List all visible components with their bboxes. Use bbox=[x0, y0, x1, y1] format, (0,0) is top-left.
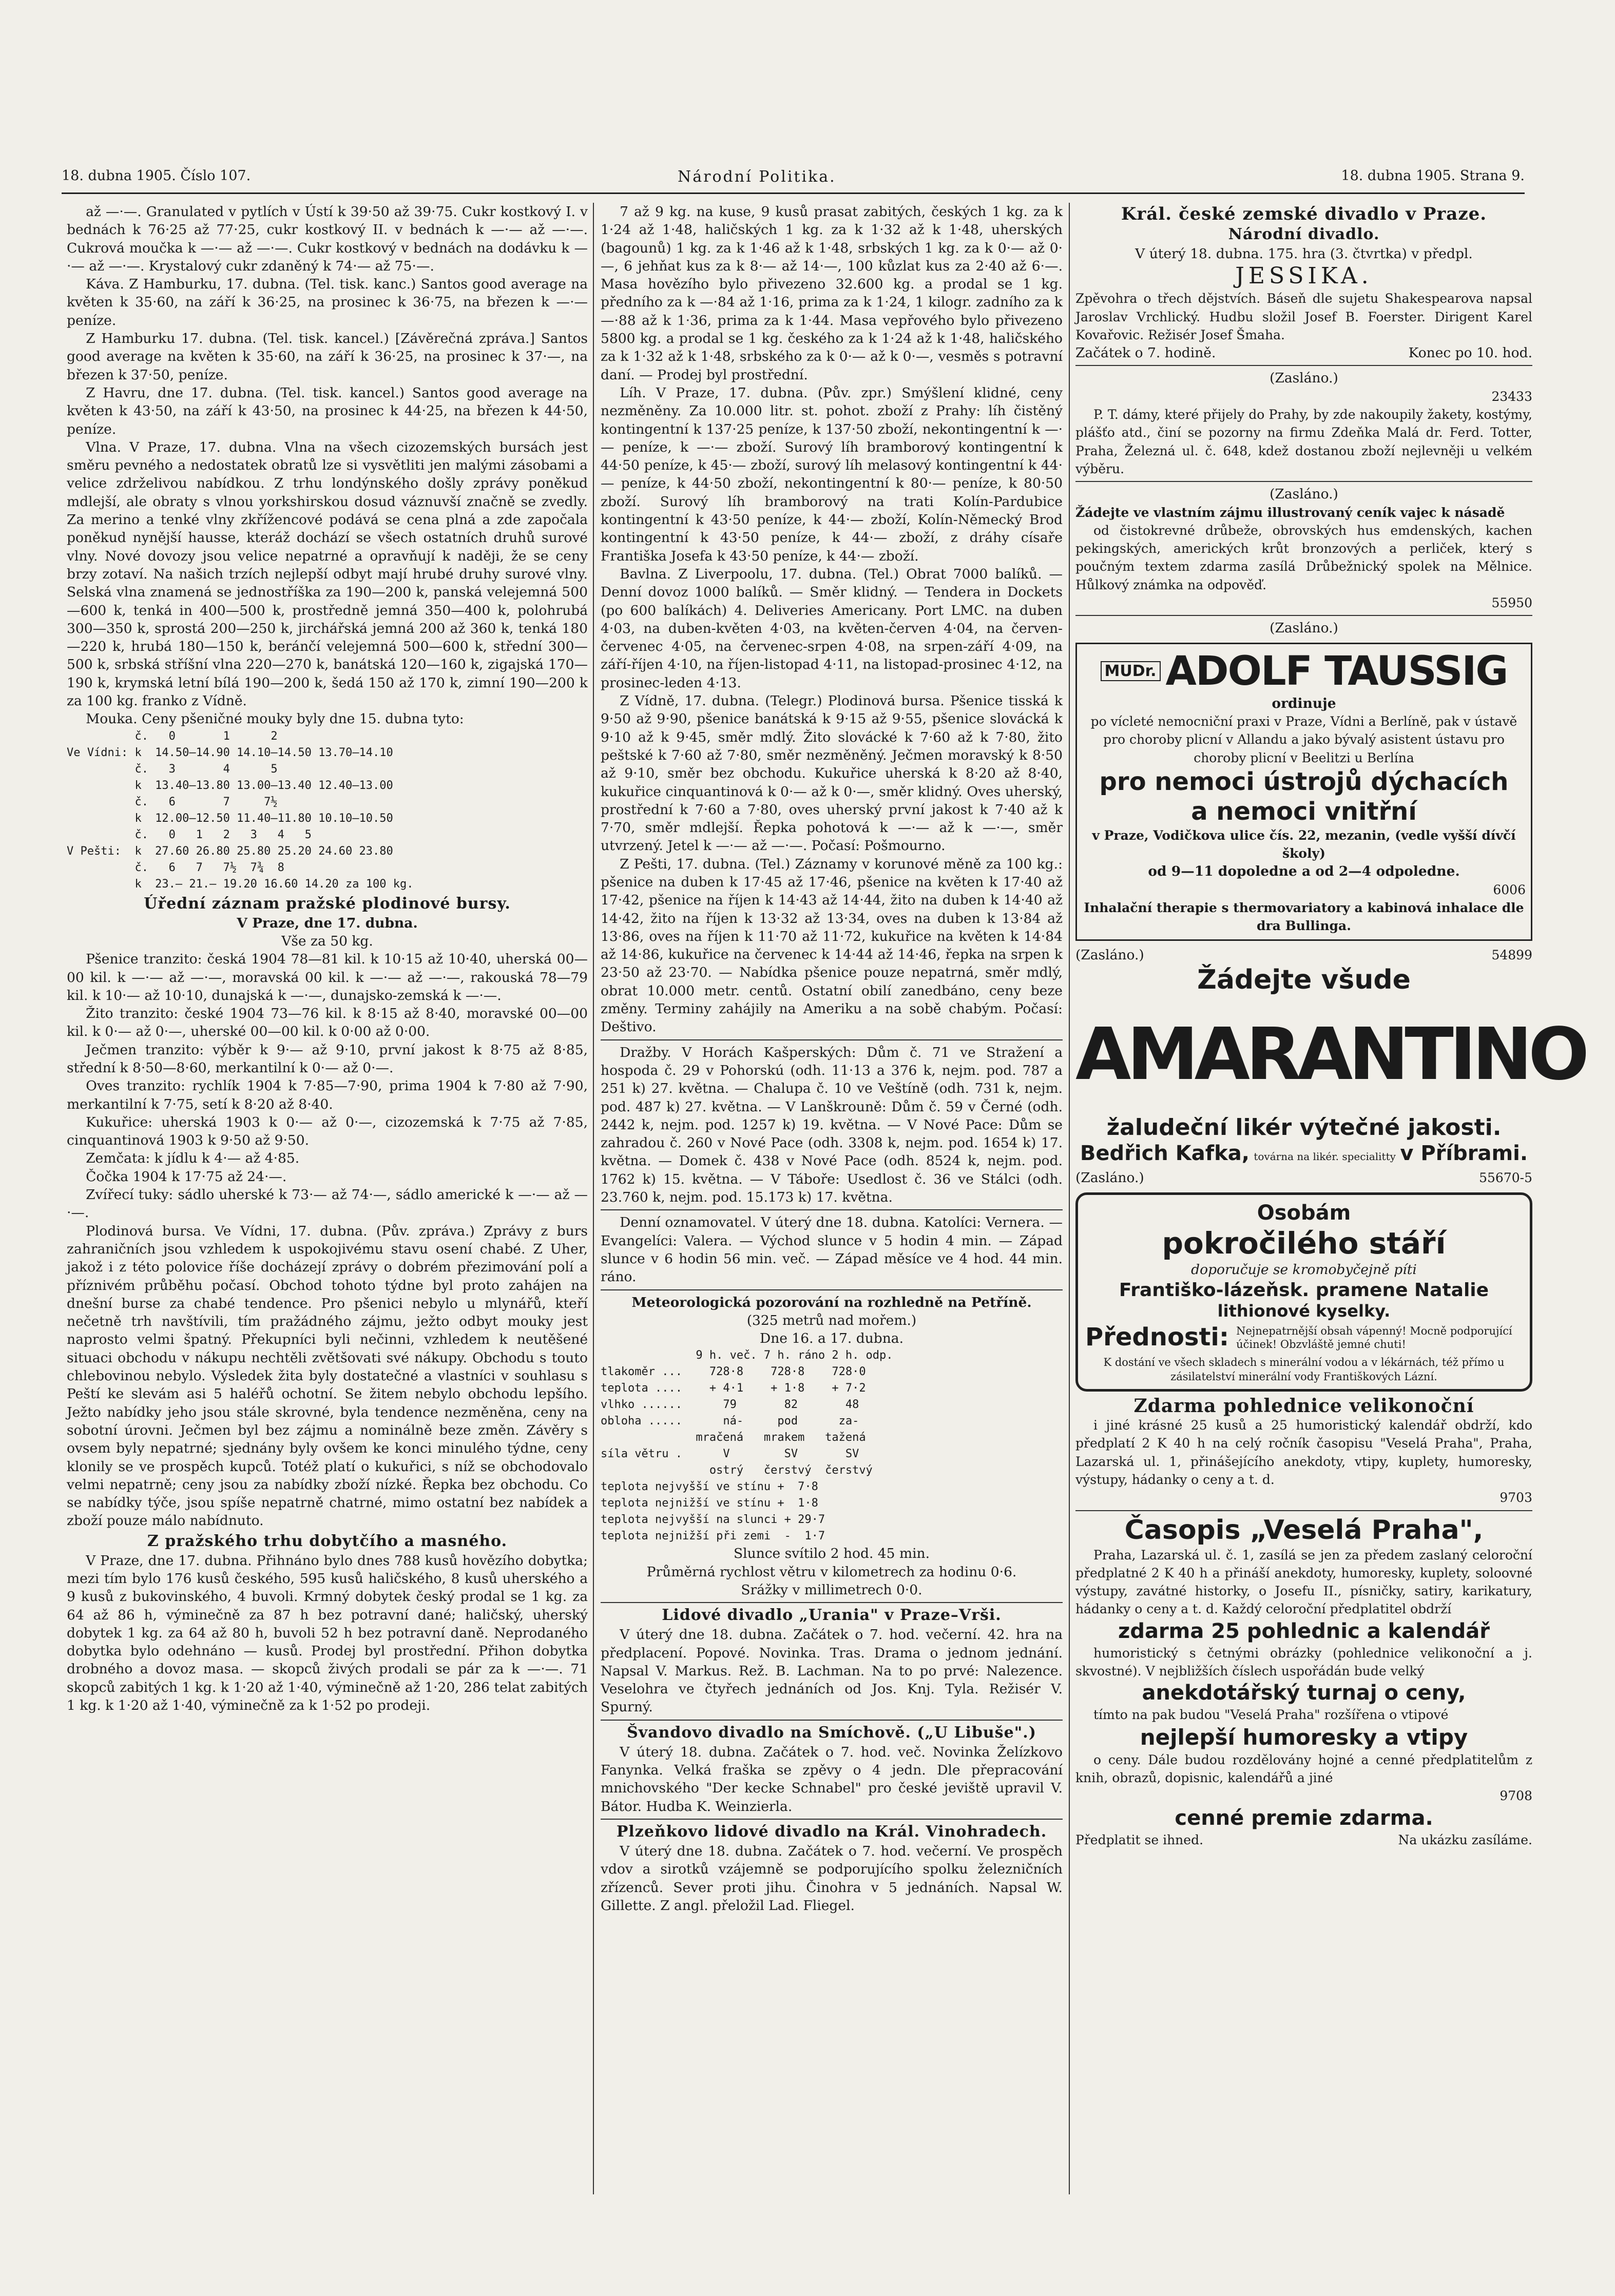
coffee-report: Z Havru, dne 17. dubna. (Tel. tisk. kancel.) Santos good average na květen k 43·50, na září k 43·50, na prosinec k 44·25, na březen k 44·50, peníze. bbox=[67, 384, 588, 437]
ad-footer bbox=[1075, 1169, 1532, 1187]
taussig-title-prefix: MUDr. bbox=[1101, 661, 1161, 681]
ad-number: 54899 bbox=[1491, 947, 1532, 962]
ad-number: 55670-5 bbox=[1479, 1170, 1532, 1186]
vesela-praha-best: nejlepší humoresky a vtipy bbox=[1140, 1724, 1468, 1750]
ad-number: 23433 bbox=[1491, 389, 1532, 404]
theatre-program: V úterý dne 18. dubna. Začátek o 7. hod. večerní. 42. hra na předplacení. Popové. Novinka. Tras. Drama o jednom jednání. Napsal V. Markus. Rež. B. Lachman. Na to po prvé: Nalezence. Veselohra ve čtyřech jednáních od Jos. Knj. Tyla. Režisér V. Spurný. bbox=[601, 1627, 1063, 1715]
natalie-subtitle: doporučuje se kromobyčejně píti bbox=[1191, 1261, 1417, 1278]
vesela-praha-contest: anekdotářský turnaj o ceny, bbox=[1142, 1681, 1466, 1705]
daily-calendar: Denní oznamovatel. V úterý dne 18. dubna. Katolíci: Vernera. — Evangelíci: Valera. — Východ slunce v 5 hodin 4 min. — Západ slunce v 6 hodin 56 min. več. — Západ měsíce ve 4 hod. 44 min. ráno. bbox=[601, 1214, 1063, 1285]
zaslano-label: (Zasláno.) bbox=[1270, 370, 1338, 387]
ad-natalie bbox=[1075, 1192, 1532, 1392]
theatre-play-title: JESSIKA. bbox=[1235, 263, 1373, 290]
divider bbox=[601, 1289, 1063, 1290]
natalie-advantages bbox=[1085, 1324, 1523, 1351]
taussig-name-row bbox=[1082, 648, 1526, 694]
meteo-subtitle: (325 metrů nad mořem.) bbox=[746, 1312, 917, 1328]
ad-fashion: P. T. dámy, které přijely do Prahy, by zde nakoupily žakety, kostýmy, plášťo atd., činí se pozorny na firmu Zdeňka Malá dr. Ferd. Totter, Praha, Železná ul. č. 648, kdež dostanou zboží nejlevněji u velkém výběru. bbox=[1075, 407, 1532, 476]
divider bbox=[1075, 365, 1532, 366]
cattle-report: V Praze, dne 17. dubna. Přihnáno bylo dnes 788 kusů hovězího dobytka; mezi tím bylo 176 kusů českého, 595 kusů haličského, 8 kusů uherského a 9 kusů z bukovinského, 4 buvoli. Krmný dobytek český prodal se 1 kg. za 64 až 86 h, výminečně za 87 h bez potravní dané; haličský, uherský dobytek 1 kg. za 64 až 80 h, buvoli 52 h bez potravní daně. Neprodaného dobytka bylo odehnáno — kusů. Prodej byl prostřední. Přihon dobytka drobného a dovoz masa. — skopců živých prodali se pár za k —·—. 71 skopců zabitých 1 kg. k 1·20 až 1·40, výminečně až 1·20, 286 telat zabitých 1 kg. k 1·20 až 1·40, výminečně za k 1·52 po prodeji. bbox=[67, 1552, 588, 1714]
natalie-brand: Františko-lázeňsk. pramene Natalie bbox=[1119, 1279, 1489, 1301]
divider bbox=[601, 1720, 1063, 1721]
column-divider bbox=[593, 203, 594, 2194]
corn-report: Kukuřice: uherská 1903 k 0·— až 0·—, cizozemská k 7·75 až 7·85, cinquantinová 1903 k 9·50 až 9·50. bbox=[67, 1114, 588, 1149]
theatre-end: Konec po 10. hod. bbox=[1408, 345, 1532, 361]
section-heading: Švandovo divadlo na Smíchově. („U Libuše".) bbox=[627, 1723, 1036, 1742]
section-heading: Z pražského trhu dobytčího a masného. bbox=[147, 1532, 508, 1550]
taussig-inhalation: Inhalační therapie s thermovariatory a kabinová inhalace dle dra Bullinga. bbox=[1084, 900, 1524, 934]
taussig-specialty: pro nemoci ústrojů dýchacích bbox=[1099, 767, 1509, 796]
amarantino-maker-desc: továrna na likér. specialitty bbox=[1254, 1150, 1396, 1163]
taussig-address: v Praze, Vodičkova ulice čís. 22, mezanin, (vedle vyšší dívčí školy) bbox=[1092, 827, 1516, 861]
zaslano-label: (Zasláno.) bbox=[1075, 1170, 1144, 1186]
vesela-praha-text: Praha, Lazarská ul. č. 1, zasílá se jen za předem zaslaný celoroční předplatné 2 K 40 h a přináší anekdoty, humoresky, kuplety, soloovné výstupy, zavátné historky, o Josefu II., písničky, satiry, karikatury, hádanky o ceny a t. d. Každý celoroční předplatitel obdrží bbox=[1075, 1547, 1532, 1617]
column-divider bbox=[1069, 203, 1070, 2194]
vesela-praha-prizes: cenné premie zdarma. bbox=[1175, 1806, 1433, 1830]
divider bbox=[1075, 615, 1532, 616]
vesela-praha-subscribe: Předplatit se ihned. bbox=[1075, 1832, 1204, 1847]
vesela-praha-text: tímto na pak budou "Veselá Praha" rozšířena o vtipové bbox=[1093, 1707, 1449, 1723]
spirit-report: Líh. V Praze, 17. dubna. (Pův. zpr.) Smýšlení klidné, ceny nezměněny. Za 10.000 litr. st. pohot. zboží z Prahy: líh čistěný kontingentní k 137·25 peníze, k 137·50 zboží, nekontingentní k —·— peníze, k —·— zboží. Surový líh bramborový kontingentní k 44·50 peníze, k 45·— zboží, surový líh melasový kontingentní k 44·— peníze, k 44·50 zboží, nekontingentní k 80·— peníze, k 80·50 zboží. Surový líh bramborový na trati Kolín-Pardubice kontingentní k 43·50 peníze, k 44·— zboží, Kolín-Německý Brod kontingentní k 43·50 peníze, k 44·— zboží, z dráhy císaře Františka Josefa k 43·50 peníze, k 44·— zboží. bbox=[601, 384, 1063, 564]
theatre-date: V úterý 18. dubna. 175. hra (3. čtvrtka) v předpl. bbox=[1135, 246, 1473, 262]
cotton-report: Bavlna. Z Liverpoolu, 17. dubna. (Tel.) Obrat 7000 balíků. — Denní dovoz 1000 balíků. — Směr klidný. — Tendera in Dockets (po 600 balíkách) 4. Deliveries Americany. Port LMC. na duben 4·03, na duben-květen 4·03, na květen-červen 4·04, na červen-červenec 4·05, na červenec-srpen 4·08, na srpen-září 4·09, na září-říjen 4·10, na říjen-listopad 4·11, na listopad-prosinec 4·12, na prosinec-leden 4·13. bbox=[601, 566, 1063, 691]
ad-eggs-text: od čistokrevné drůbeže, obrovských hus emdenských, kachen pekingských, amerických krůt bronzových a perliček, který s poučným textem zdarma zasílá Drůbežnický spolek na Mělnice. Hůlkový známka na odpověď. bbox=[1075, 523, 1532, 592]
natalie-brand2: lithionové kyselky. bbox=[1217, 1301, 1391, 1321]
theatre-title: Král. české zemské divadlo v Praze. bbox=[1121, 204, 1487, 224]
ad-eggs-heading: Žádejte ve vlastním zájmu illustrovaný ceník vajec k násadě bbox=[1075, 505, 1505, 520]
theatre-program: V úterý dne 18. dubna. Začátek o 7. hod. večerní. Ve prospěch vdov a sirotků vzájemně se podporujícího spolku železničních zřízenců. Sever proti jihu. Činohra v 5 jednáních. Napsal W. Gillette. Z angl. přeložil Lad. Fliegel. bbox=[601, 1843, 1063, 1914]
vienna-grain-report: Z Vídně, 17. dubna. (Telegr.) Plodinová bursa. Pšenice tisská k 9·50 až 9·90, pšenice banátská k 9·15 až 9·55, pšenice slovácká k 9·10 až k 9·45, směr mdlý. Žito slovácké k 7·60 až k 7·80, žito peštské k 7·60 až 7·80, směr nezměněný. Ječmen moravský k 8·50 až 9·10, směr bez obchodu. Kukuřice uherská k 8·20 až 8·40, kukuřice cinquantinová k 0·— až k 0·—, směr klidný. Oves uherský, prostřední k 7·60 a 7·80, oves uherský první jakost k 7·40 až k 7·70, směr mdlejší. Řepka pohotová k —·— až k —·—, směr utvrzený. Jetel k —·— až —·—. Počasí: Pošmourno. bbox=[601, 693, 1063, 854]
column-news bbox=[601, 203, 1063, 2194]
wool-report: Vlna. V Praze, 17. dubna. Vlna na všech cizozemských bursách jest směru pevného a nedostatek obratů lze si vysvětliti jen malými zásobami a velice zdrželivou nabídkou. Z trhu londýnského došly zprávy poněkud mdlejší, ale obraty s vlnou yorkshirskou dosud váznuvší značně se zvedly. Za merino a tenké vlny zkřížencové podává se cena plná a zde započala poněkud nynější hausse, kteráž dochází se všech ostatních druhů surové vlny. Nové dovozy jsou velice nepatrné a opravňují k naději, že se ceny brzy zotaví. Na našich trzích nejlepší odbyt mají hrubé druhy surové vlny. Selská vlna znamená se jednostříška za 190—200 k, panská velejemná 500—600 k, tenká in 400—500 k, prostředně jemná 350—400 k, polohrubá 300—350 k, sprostá 200—250 k, jirchářská jemná 200 až 360 k, tenká 180—220 k, hrubá 180—150 k, beránčí velejemná 500—600 k, střední 300—500 k, srbská stříšní vlna 220—270 k, banátská 120—160 k, zigajská 170—190 k, krymská letní bílá 190—200 k, šedá 150 až 170 k, zimní 190—200 k za 100 kg. franko z Vídně. bbox=[67, 439, 588, 709]
taussig-name: ADOLF TAUSSIG bbox=[1165, 648, 1508, 694]
section-heading: Lidové divadlo „Urania" v Praze–Vrši. bbox=[662, 1606, 1002, 1625]
flour-heading: Mouka. Ceny pšeničné mouky byly dne 15. dubna tyto: bbox=[86, 711, 464, 727]
pest-report: Z Pešti, 17. dubna. (Tel.) Záznamy v korunové měně za 100 kg.: pšenice na duben k 17·45 až 17·46, pšenice na květen k 17·40 až 17·42, pšenice na říjen k 14·43 až 14·44, žito na duben k 14·40 až 14·42, žito na říjen k 13·32 až 13·34, oves na duben k 13·84 až 13·86, oves na říjen k 11·70 až 11·72, kukuřice na květen k 14·84 až 14·86, kukuřice na červenec k 14·44 až 14·46, řepka na srpen k 23·50 až 23·70. — Nabídka pšenice pouze nepatrná, směr mdlý, obrat 10.000 metr. centů. Ostatní obilí zanedbáno, ceny beze změny. Terminy zahájily na Ameriku a na sobě chabým. Počasí: Deštivo. bbox=[601, 856, 1063, 1035]
amarantino-maker-name: Bedřich Kafka, bbox=[1080, 1141, 1249, 1165]
amarantino-logo bbox=[1075, 996, 1586, 1114]
taussig-hours: od 9—11 dopoledne a od 2—4 odpoledne. bbox=[1148, 863, 1460, 880]
ad-footer bbox=[1075, 946, 1532, 964]
natalie-pred-text: Nejnepatrnější obsah vápenný! Mocně podporující účinek! Obzvláště jemné chuti! bbox=[1236, 1325, 1512, 1351]
burza-date: V Praze, dne 17. dubna. bbox=[237, 915, 418, 931]
section-heading: Plzeňkovo lidové divadlo na Král. Vinohradech. bbox=[616, 1822, 1047, 1841]
zdarma-text: i jiné krásné 25 kusů a 25 humoristický kalendář obdrží, kdo předplatí 2 K 40 h na celý ročník časopisu "Veselá Praha", Praha, Lazarská ul. 1, přinášejícího anekdoty, vtipy, kuplety, humoresky, výstupy, hádanky o ceny a t. d. bbox=[1075, 1418, 1532, 1487]
natalie-title: pokročilého stáří bbox=[1162, 1225, 1446, 1261]
fats-report: Zvířecí tuky: sádlo uherské k 73·— až 74·—, sádlo americké k —·— až —·—. bbox=[67, 1187, 588, 1221]
vesela-praha-footer bbox=[1075, 1831, 1532, 1849]
divider bbox=[1075, 1510, 1532, 1511]
meteo-date: Dne 16. a 17. dubna. bbox=[759, 1330, 904, 1347]
divider bbox=[601, 1039, 1063, 1040]
rye-report: Žito tranzito: české 1904 73—76 kil. k 8·15 až 8·40, moravské 00—00 kil. k 0·— až 0·—, uherské 00—00 kil. k 0·00 až 0·00. bbox=[67, 1006, 588, 1040]
taussig-ordinuje: ordinuje bbox=[1272, 695, 1336, 711]
sugar-report: až —·—. Granulated v pytlích v Ústí k 39·50 až 39·75. Cukr kostkový I. v bednách k 76·25 až 77·25, cukr kostkový II. v bednách k —·— až —·—. Cukrová moučka k —·— až —·—. Cukr kostkový v bednách na dodávku k —·— až —·—. Krystalový cukr zdaněný k 74·— až 75·—. bbox=[67, 204, 588, 274]
taussig-text: po vícleté nemocniční praxi v Praze, Vídni a Berlíně, pak v ústavě pro choroby plicní v Allandu a jako bývalý asistent ústavu pro choroby plicní v Beelitzi u Berlína bbox=[1090, 713, 1517, 765]
natalie-pred-label: Přednosti: bbox=[1085, 1323, 1229, 1352]
auctions-report: Dražby. V Horách Kašperských: Dům č. 71 ve Stražení a hospoda č. 29 v Pohorskú (odh. 11·13 a 376 k, nejm. pod. 787 a 251 k) 27. května. — Chalupa č. 10 ve Veštíně (odh. 731 k, nejm. pod. 487 k) 27. května. — V Lanškrouně: Dům č. 59 v Černé (odh. 2442 k, nejm. pod. 1257 k) 19. května. — V Nové Pace: Dům se zahradou č. 260 v Nové Pace (odh. 3308 k, nejm. pod. 1654 k) 17. května. — Domek č. 438 v Nové Pace (odh. 8524 k, nejm. pod. 1762 k) 15. května. — V Táboře: Usedlost č. 36 ve Stálci (odh. 23.760 k, nejm. pod. 15.173 k) 17. května. bbox=[601, 1044, 1063, 1206]
meteo-sunshine: Slunce svítilo 2 hod. 45 min. bbox=[733, 1546, 930, 1562]
wheat-report: Pšenice tranzito: česká 1904 78—81 kil. k 10·15 až 10·40, uherská 00—00 kil. k —·— až —·—, moravská 00 kil. k —·— až —·—, rakouská 78—79 kil. k 10·— až 10·10, dunajská k —·—, dunajsko-zemská k —·—. bbox=[67, 951, 588, 1004]
meteo-title: Meteorologická pozorování na rozhledně na Petříně. bbox=[631, 1294, 1032, 1310]
meteo-table: 9 h. več. 7 h. ráno 2 h. odp. tlakoměr ... 728·8 728·8 728·0 teplota .... + 4·1 + 1·8 + 7·2 vlhko ...... 79 82 48 obloha ..... ná- pod za- mračená mrakem tažená síla větru . V SV SV ostrý čerstvý čerstvý teplota nejvyšší ve stínu + 7·8 teplota nejnižší ve stínu + 1·8 teplota nejvyšší na slunci + 29·7 teplota nejnižší při zemi - 1·7 bbox=[601, 1349, 893, 1543]
divider bbox=[601, 1209, 1063, 1210]
column-markets bbox=[67, 203, 588, 2194]
vesela-praha-title: Časopis „Veselá Praha", bbox=[1124, 1514, 1484, 1546]
divider bbox=[601, 1602, 1063, 1603]
zaslano-label: (Zasláno.) bbox=[1075, 947, 1144, 963]
zaslano-label: (Zasláno.) bbox=[1270, 620, 1338, 636]
vesela-praha-free: zdarma 25 pohlednic a kalendář bbox=[1118, 1619, 1490, 1643]
amarantino-name: AMARANTINO bbox=[1075, 1012, 1586, 1096]
lentils-report: Čočka 1904 k 17·75 až 24·—. bbox=[86, 1168, 287, 1185]
meteo-wind: Průměrná rychlost větru v kilometrech za hodinu 0·6. bbox=[646, 1564, 1017, 1580]
vienna-exchange-report: Plodinová bursa. Ve Vídni, 17. dubna. (Pův. zpráva.) Zprávy z burs zahraničních jsou vzhledem k uspokojivému stavu osení chabé. Z Uher, jakož i z této polovice říše docházejí zprávy o dobrém přezimování polí a příznivém průběhu počasí. Obchod tohoto týdne byl proto zahájen na dnešní burse za chabé tendence. Pro pšenici nebylo u mlynářů, kteří nečetně trh navštívili, tím pražádného zájmu, ježto odbyt mouky jest naprosto velmi špatný. Překupníci byli nečinni, vzhledem k neutěšené situaci obchodu v nákupu nechtěli zvětšovati své nákupy. Obchodu s touto chlebovinou nebylo. Výsledek žita byly dostatečné a vlastníci v souhlasu s Peští ke slevám asi 5 haléřů ochotní. Se žitem nebylo obchodu lepšího. Ježto nabídky jeho jsou stále skrovné, byla tendence nezměněna, ceny na sobotní úrovni. Ječmen byl bez zájmu a nominálně beze změn. Závěry s ovsem byly nepatrné; sjednány byly ovšem ke konci minulého týdne, ceny klonily se ve prospěch kupců. Totéž platí o kukuřici, s níž se obchodovalo velmi nepatrně; ceny jsou za nabídky zboží nízké. Řepka bez obchodu. Co se nabídky týče, jsou spíše nepatrně chatrné, mimo ostatní bez nabídek a zboží pouze málo nabídnuto. bbox=[67, 1223, 588, 1529]
natalie-footer: K dostání ve všech skladech s minerální vodou a v lékárnách, též přímo u zásilatelství minerální vody Františkových Lázní. bbox=[1103, 1356, 1505, 1383]
issue-date: 18. dubna 1905. Číslo 107. bbox=[62, 168, 251, 184]
meteo-rain: Srážky v millimetrech 0·0. bbox=[741, 1582, 922, 1598]
theatre-subtitle: Národní divadlo. bbox=[1228, 225, 1380, 243]
vesela-praha-sample: Na ukázku zasíláme. bbox=[1398, 1832, 1532, 1847]
column-ads bbox=[1075, 203, 1586, 2194]
amarantino-top: Žádejte všude bbox=[1197, 964, 1411, 995]
ad-number: 55950 bbox=[1491, 595, 1532, 611]
coffee-report: Káva. Z Hamburku, 17. dubna. (Tel. tisk. kanc.) Santos good average na květen k 35·60, na září k 36·25, na prosinec k 36·75, na březen k —·— peníze. bbox=[67, 276, 588, 329]
potatoes-report: Zemčata: k jídlu k 4·— až 4·85. bbox=[86, 1150, 300, 1167]
amarantino-maker bbox=[1075, 1141, 1532, 1166]
ad-number: 6006 bbox=[1493, 882, 1526, 897]
natalie-top: Osobám bbox=[1257, 1201, 1351, 1225]
theatre-start: Začátek o 7. hodině. bbox=[1075, 345, 1216, 361]
taussig-specialty: a nemoci vnitřní bbox=[1191, 797, 1417, 826]
flour-price-table: č. 0 1 2 Ve Vídni: k 14.50—14.90 14.10—14.50 13.70—14.10 č. 3 4 5 k 13.40—13.80 13.00—13.40 12.40—13.00 č. 6 7 7½ k 12.00—12.50 11.40—11.80 10.10—10.50 č. 0 1 2 3 4 5 V Pešti: k 27.60 26.80 25.80 25.20 24.60 23.80 č. 6 7 7½ 7¾ 8 k 23.— 21.— 19.20 16.60 14.20 za 100 kg. bbox=[67, 729, 414, 891]
amarantino-place: v Příbrami. bbox=[1400, 1141, 1528, 1165]
page-number: 18. dubna 1905. Strana 9. bbox=[1341, 168, 1525, 184]
burza-unit: Vše za 50 kg. bbox=[281, 933, 373, 949]
theatre-description: Zpěvohra o třech dějstvích. Báseň dle sujetu Shakespearova napsal Jaroslav Vrchlický. Hudbu složil Josef B. Foerster. Dirigent Karel Kovařovic. Režisér Josef Šmaha. bbox=[1075, 291, 1532, 342]
ad-number: 9708 bbox=[1499, 1788, 1532, 1804]
section-heading: Úřední záznam pražské plodinové bursy. bbox=[144, 894, 511, 913]
zaslano-label: (Zasláno.) bbox=[1270, 486, 1338, 503]
ad-number: 9703 bbox=[1499, 1490, 1532, 1506]
vesela-praha-text: humoristický s četnými obrázky (pohlednice velikonoční a j. skvostné). V nejbližších číslech uspořádán bude velký bbox=[1075, 1645, 1532, 1679]
zdarma-title: Zdarma pohlednice velikonoční bbox=[1133, 1395, 1474, 1417]
meat-report: 7 až 9 kg. na kuse, 9 kusů prasat zabitých, českých 1 kg. za k 1·24 až 1·48, haličských 1 kg. za k 1·32 až k 1·48, uherských (bagounů) 1 kg. za k 1·46 až k 1·48, srbských 1 kg. za k 0·— až 0·—, 6 jehňat kus za k 8·— až 14·—, 100 kůzlat kus za 2·40 až 6·—. Masa hovězího bylo přivezeno 32.600 kg. a prodal se 1 kg. předního za k —·84 až 1·16, prima za k 1·24, 1 kilogr. zadního za k —·88 až k 1·36, prima za k 1·44. Masa vepřového bylo přivezeno 5800 kg. a prodal se 1 kg. českého za k 1·24 až k 1·48, haličského za k 1·32 až k 1·48, srbského za k 0·— až k 0·—, vesměs s potravní daní. — Prodej byl prostřední. bbox=[601, 204, 1063, 383]
coffee-report: Z Hamburku 17. dubna. (Tel. tisk. kancel.) [Závěrečná zpráva.] Santos good average na květen k 35·60, na září k 36·25, na prosinec k 37·—, na březen k 37·50, peníze. bbox=[67, 331, 588, 383]
divider bbox=[1075, 481, 1532, 482]
page-header bbox=[62, 162, 1525, 194]
theatre-times bbox=[1075, 344, 1532, 362]
vesela-praha-text: o ceny. Dále budou rozdělovány hojné a cenné předplatitelům z knih, obrazů, dopisnic, kalendářů a jiné bbox=[1075, 1752, 1532, 1785]
oats-report: Oves tranzito: rychlík 1904 k 7·85—7·90, prima 1904 k 7·80 až 7·90, merkantilní k 7·75, setí k 8·20 až 8·40. bbox=[67, 1078, 588, 1112]
amarantino-subtitle: žaludeční likér výtečné jakosti. bbox=[1106, 1114, 1502, 1141]
ad-taussig bbox=[1075, 643, 1532, 941]
theatre-program: V úterý 18. dubna. Začátek o 7. hod. več. Novinka Želízkovo Fanynka. Velká fraška se zpěvy o 4 jedn. Dle přepracování mnichovského "Der kecke Schnabel" pro české jeviště upravil V. Bátor. Hudba K. Weinzierla. bbox=[601, 1744, 1063, 1815]
newspaper-title: Národní Politika. bbox=[678, 168, 836, 186]
barley-report: Ječmen tranzito: výběr k 9·— až 9·10, první jakost k 8·75 až 8·85, střední k 8·50—8·60, merkantilní k 0·— až 0·—. bbox=[67, 1041, 588, 1076]
divider bbox=[601, 1819, 1063, 1820]
